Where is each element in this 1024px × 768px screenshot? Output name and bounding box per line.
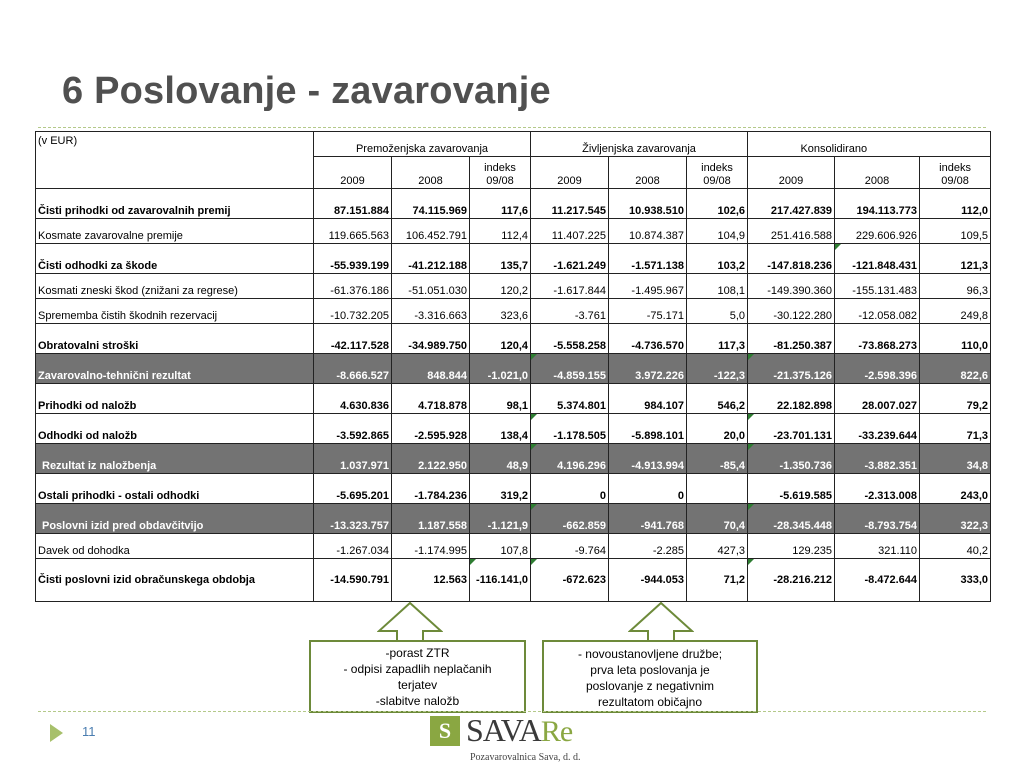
table-cell: 4.196.296	[531, 444, 609, 474]
table-cell: 323,6	[470, 299, 531, 324]
table-cell: 40,2	[920, 534, 991, 559]
right-arrow-icon	[628, 601, 694, 643]
table-cell: -1.021,0	[470, 354, 531, 384]
table-cell: 74.115.969	[392, 189, 470, 219]
table-cell: -28.216.212	[748, 559, 835, 602]
logo-suffix-text: Re	[540, 715, 573, 748]
table-cell: -41.212.188	[392, 244, 470, 274]
table-cell: 194.113.773	[835, 189, 920, 219]
table-cell: -75.171	[609, 299, 687, 324]
table-cell: -662.859	[531, 504, 609, 534]
table-row	[36, 474, 991, 504]
row-label: Čisti poslovni izid obračunskega obdobja	[36, 559, 314, 602]
table-row	[36, 274, 991, 299]
table-cell: -34.989.750	[392, 324, 470, 354]
unit-label: (v EUR)	[36, 132, 314, 189]
table-cell: 117,6	[470, 189, 531, 219]
row-label: Prihodki od naložb	[36, 384, 314, 414]
group-header-consolidated: Konsolidirano	[748, 132, 920, 157]
index-header-top: indeks	[939, 162, 971, 174]
table-cell: -5.619.585	[748, 474, 835, 504]
table-cell: -14.590.791	[314, 559, 392, 602]
table-cell: -10.732.205	[314, 299, 392, 324]
index-header-bottom: 09/08	[703, 175, 731, 187]
table-row	[36, 354, 991, 384]
table-cell: -944.053	[609, 559, 687, 602]
table-cell: -4.736.570	[609, 324, 687, 354]
note-right-line: - novoustanovljene družbe;	[577, 647, 723, 661]
table-cell: -3.316.663	[392, 299, 470, 324]
table-cell: 1.187.558	[392, 504, 470, 534]
table-cell: -23.701.131	[748, 414, 835, 444]
table-cell: -2.598.396	[835, 354, 920, 384]
table-cell: -51.051.030	[392, 274, 470, 299]
row-label: Kosmate zavarovalne premije	[36, 219, 314, 244]
table-cell: 34,8	[920, 444, 991, 474]
group-header-life: Življenjska zavarovanja	[531, 132, 748, 157]
table-row	[36, 299, 991, 324]
table-cell: 119.665.563	[314, 219, 392, 244]
table-cell: 333,0	[920, 559, 991, 602]
left-arrow-icon	[377, 601, 443, 643]
table-cell: -1.495.967	[609, 274, 687, 299]
logo-mark: S	[430, 716, 460, 746]
table-cell: 12.563	[392, 559, 470, 602]
table-cell: 4.630.836	[314, 384, 392, 414]
table-cell: 11.407.225	[531, 219, 609, 244]
table-cell: 217.427.839	[748, 189, 835, 219]
table-cell: 321.110	[835, 534, 920, 559]
table-cell: 5.374.801	[531, 384, 609, 414]
table-cell: -3.882.351	[835, 444, 920, 474]
table-row	[36, 559, 991, 602]
year-2008-header: 2008	[392, 157, 470, 189]
row-label: Davek od dohodka	[36, 534, 314, 559]
table-cell: 71,3	[920, 414, 991, 444]
table-cell: 107,8	[470, 534, 531, 559]
row-label: Čisti prihodki od zavarovalnih premij	[36, 189, 314, 219]
table-cell: -9.764	[531, 534, 609, 559]
table-cell: -55.939.199	[314, 244, 392, 274]
table-cell: 87.151.884	[314, 189, 392, 219]
row-label: Odhodki od naložb	[36, 414, 314, 444]
table-cell: 112,0	[920, 189, 991, 219]
table-row	[36, 384, 991, 414]
table-row	[36, 504, 991, 534]
table-cell: 848.844	[392, 354, 470, 384]
row-label: Obratovalni stroški	[36, 324, 314, 354]
note-left-line: -slabitve naložb	[375, 694, 460, 708]
table-cell: 5,0	[687, 299, 748, 324]
table-cell: -3.761	[531, 299, 609, 324]
financial-table	[35, 131, 991, 602]
table-cell: 229.606.926	[835, 219, 920, 244]
year-2008-header: 2008	[609, 157, 687, 189]
table-cell: -4.913.994	[609, 444, 687, 474]
table-cell: 10.938.510	[609, 189, 687, 219]
table-cell: -1.121,9	[470, 504, 531, 534]
table-cell: -8.472.644	[835, 559, 920, 602]
table-cell: 0	[609, 474, 687, 504]
table-cell: -149.390.360	[748, 274, 835, 299]
table-cell: -81.250.387	[748, 324, 835, 354]
table-cell: 110,0	[920, 324, 991, 354]
table-cell: 28.007.027	[835, 384, 920, 414]
table-cell: 112,4	[470, 219, 531, 244]
year-2009-header: 2009	[314, 157, 392, 189]
row-label: Kosmati zneski škod (znižani za regrese)	[36, 274, 314, 299]
note-right-line: rezultatom običajno	[597, 695, 703, 709]
note-right-line: poslovanje z negativnim	[585, 679, 715, 693]
table-cell: -1.350.736	[748, 444, 835, 474]
table-row	[36, 244, 991, 274]
group-header-row	[36, 132, 991, 157]
table-cell: -2.595.928	[392, 414, 470, 444]
table-cell: 546,2	[687, 384, 748, 414]
row-label: Zavarovalno-tehnični rezultat	[36, 354, 314, 384]
row-label: Poslovni izid pred obdavčitvijo	[36, 504, 314, 534]
table-cell: -28.345.448	[748, 504, 835, 534]
table-cell: 120,2	[470, 274, 531, 299]
note-left-line: -porast ZTR	[385, 646, 450, 660]
table-cell: 108,1	[687, 274, 748, 299]
table-cell: 106.452.791	[392, 219, 470, 244]
table-cell	[687, 474, 748, 504]
table-cell: 103,2	[687, 244, 748, 274]
index-header	[687, 157, 748, 189]
page-number: 11	[82, 724, 96, 739]
table-cell: 1.037.971	[314, 444, 392, 474]
slide-bullet-icon	[50, 724, 63, 742]
table-cell: -13.323.757	[314, 504, 392, 534]
table-cell: -121.848.431	[835, 244, 920, 274]
table-cell: 79,2	[920, 384, 991, 414]
table-cell: 117,3	[687, 324, 748, 354]
table-cell: -1.174.995	[392, 534, 470, 559]
note-left-line: terjatev	[397, 678, 438, 692]
group-header-property: Premoženjska zavarovanja	[314, 132, 531, 157]
note-right	[542, 640, 758, 713]
table-cell: 96,3	[920, 274, 991, 299]
note-left	[309, 640, 526, 713]
table-cell: -2.285	[609, 534, 687, 559]
table-cell: -147.818.236	[748, 244, 835, 274]
table-cell: -5.558.258	[531, 324, 609, 354]
table-cell: -155.131.483	[835, 274, 920, 299]
note-right-line: prva leta poslovanja je	[590, 663, 710, 677]
table-cell: 0	[531, 474, 609, 504]
table-cell: -21.375.126	[748, 354, 835, 384]
table-cell: -1.571.138	[609, 244, 687, 274]
group-header-empty	[920, 132, 991, 157]
table-cell: -12.058.082	[835, 299, 920, 324]
index-header-bottom: 09/08	[941, 175, 969, 187]
table-cell: -2.313.008	[835, 474, 920, 504]
logo-main-text: SAVA	[466, 712, 541, 748]
table-cell: 2.122.950	[392, 444, 470, 474]
table-cell: 109,5	[920, 219, 991, 244]
table-cell: -941.768	[609, 504, 687, 534]
table-cell: -4.859.155	[531, 354, 609, 384]
table-cell: -1.621.249	[531, 244, 609, 274]
table-row	[36, 414, 991, 444]
table-row	[36, 219, 991, 244]
table-cell: -5.898.101	[609, 414, 687, 444]
page-title: 6 Poslovanje - zavarovanje	[62, 70, 551, 112]
table-cell: -1.267.034	[314, 534, 392, 559]
table-cell: 98,1	[470, 384, 531, 414]
table-cell: -42.117.528	[314, 324, 392, 354]
table-cell: 4.718.878	[392, 384, 470, 414]
table-cell: -3.592.865	[314, 414, 392, 444]
table-cell: 22.182.898	[748, 384, 835, 414]
table-cell: 102,6	[687, 189, 748, 219]
table-cell: 129.235	[748, 534, 835, 559]
table-row	[36, 324, 991, 354]
table-cell: 243,0	[920, 474, 991, 504]
table-cell: 70,4	[687, 504, 748, 534]
note-left-line: - odpisi zapadlih neplačanih	[343, 662, 492, 676]
row-label: Ostali prihodki - ostali odhodki	[36, 474, 314, 504]
year-2009-header: 2009	[748, 157, 835, 189]
table-cell: -33.239.644	[835, 414, 920, 444]
table-cell: 104,9	[687, 219, 748, 244]
row-label: Rezultat iz naložbenja	[36, 444, 314, 474]
top-divider	[38, 127, 986, 128]
table-row	[36, 189, 991, 219]
company-logo	[466, 712, 572, 749]
table-cell: 71,2	[687, 559, 748, 602]
table-cell: 3.972.226	[609, 354, 687, 384]
table-cell: 11.217.545	[531, 189, 609, 219]
table-cell: -85,4	[687, 444, 748, 474]
table-cell: -116.141,0	[470, 559, 531, 602]
table-cell: 121,3	[920, 244, 991, 274]
table-row	[36, 534, 991, 559]
table-row	[36, 444, 991, 474]
table-cell: -8.666.527	[314, 354, 392, 384]
table-cell: 120,4	[470, 324, 531, 354]
table-cell: 249,8	[920, 299, 991, 324]
index-header	[470, 157, 531, 189]
table-cell: 319,2	[470, 474, 531, 504]
table-cell: -1.784.236	[392, 474, 470, 504]
table-cell: 984.107	[609, 384, 687, 414]
index-header	[920, 157, 991, 189]
table-cell: -61.376.186	[314, 274, 392, 299]
table-cell: 135,7	[470, 244, 531, 274]
table-cell: 10.874.387	[609, 219, 687, 244]
year-2008-header: 2008	[835, 157, 920, 189]
year-2009-header: 2009	[531, 157, 609, 189]
table-cell: 251.416.588	[748, 219, 835, 244]
table-cell: 322,3	[920, 504, 991, 534]
table-cell: -672.623	[531, 559, 609, 602]
table-cell: -1.178.505	[531, 414, 609, 444]
row-label: Sprememba čistih škodnih rezervacij	[36, 299, 314, 324]
table-cell: -8.793.754	[835, 504, 920, 534]
table-cell: -73.868.273	[835, 324, 920, 354]
table-cell: 427,3	[687, 534, 748, 559]
table-cell: 138,4	[470, 414, 531, 444]
table-cell: -122,3	[687, 354, 748, 384]
index-header-bottom: 09/08	[486, 175, 514, 187]
table-cell: 48,9	[470, 444, 531, 474]
index-header-top: indeks	[701, 162, 733, 174]
table-cell: -5.695.201	[314, 474, 392, 504]
table-cell: 822,6	[920, 354, 991, 384]
table-cell: -30.122.280	[748, 299, 835, 324]
table-cell: 20,0	[687, 414, 748, 444]
table-cell: -1.617.844	[531, 274, 609, 299]
index-header-top: indeks	[484, 162, 516, 174]
logo-subtitle: Pozavarovalnica Sava, d. d.	[470, 752, 581, 763]
row-label: Čisti odhodki za škode	[36, 244, 314, 274]
